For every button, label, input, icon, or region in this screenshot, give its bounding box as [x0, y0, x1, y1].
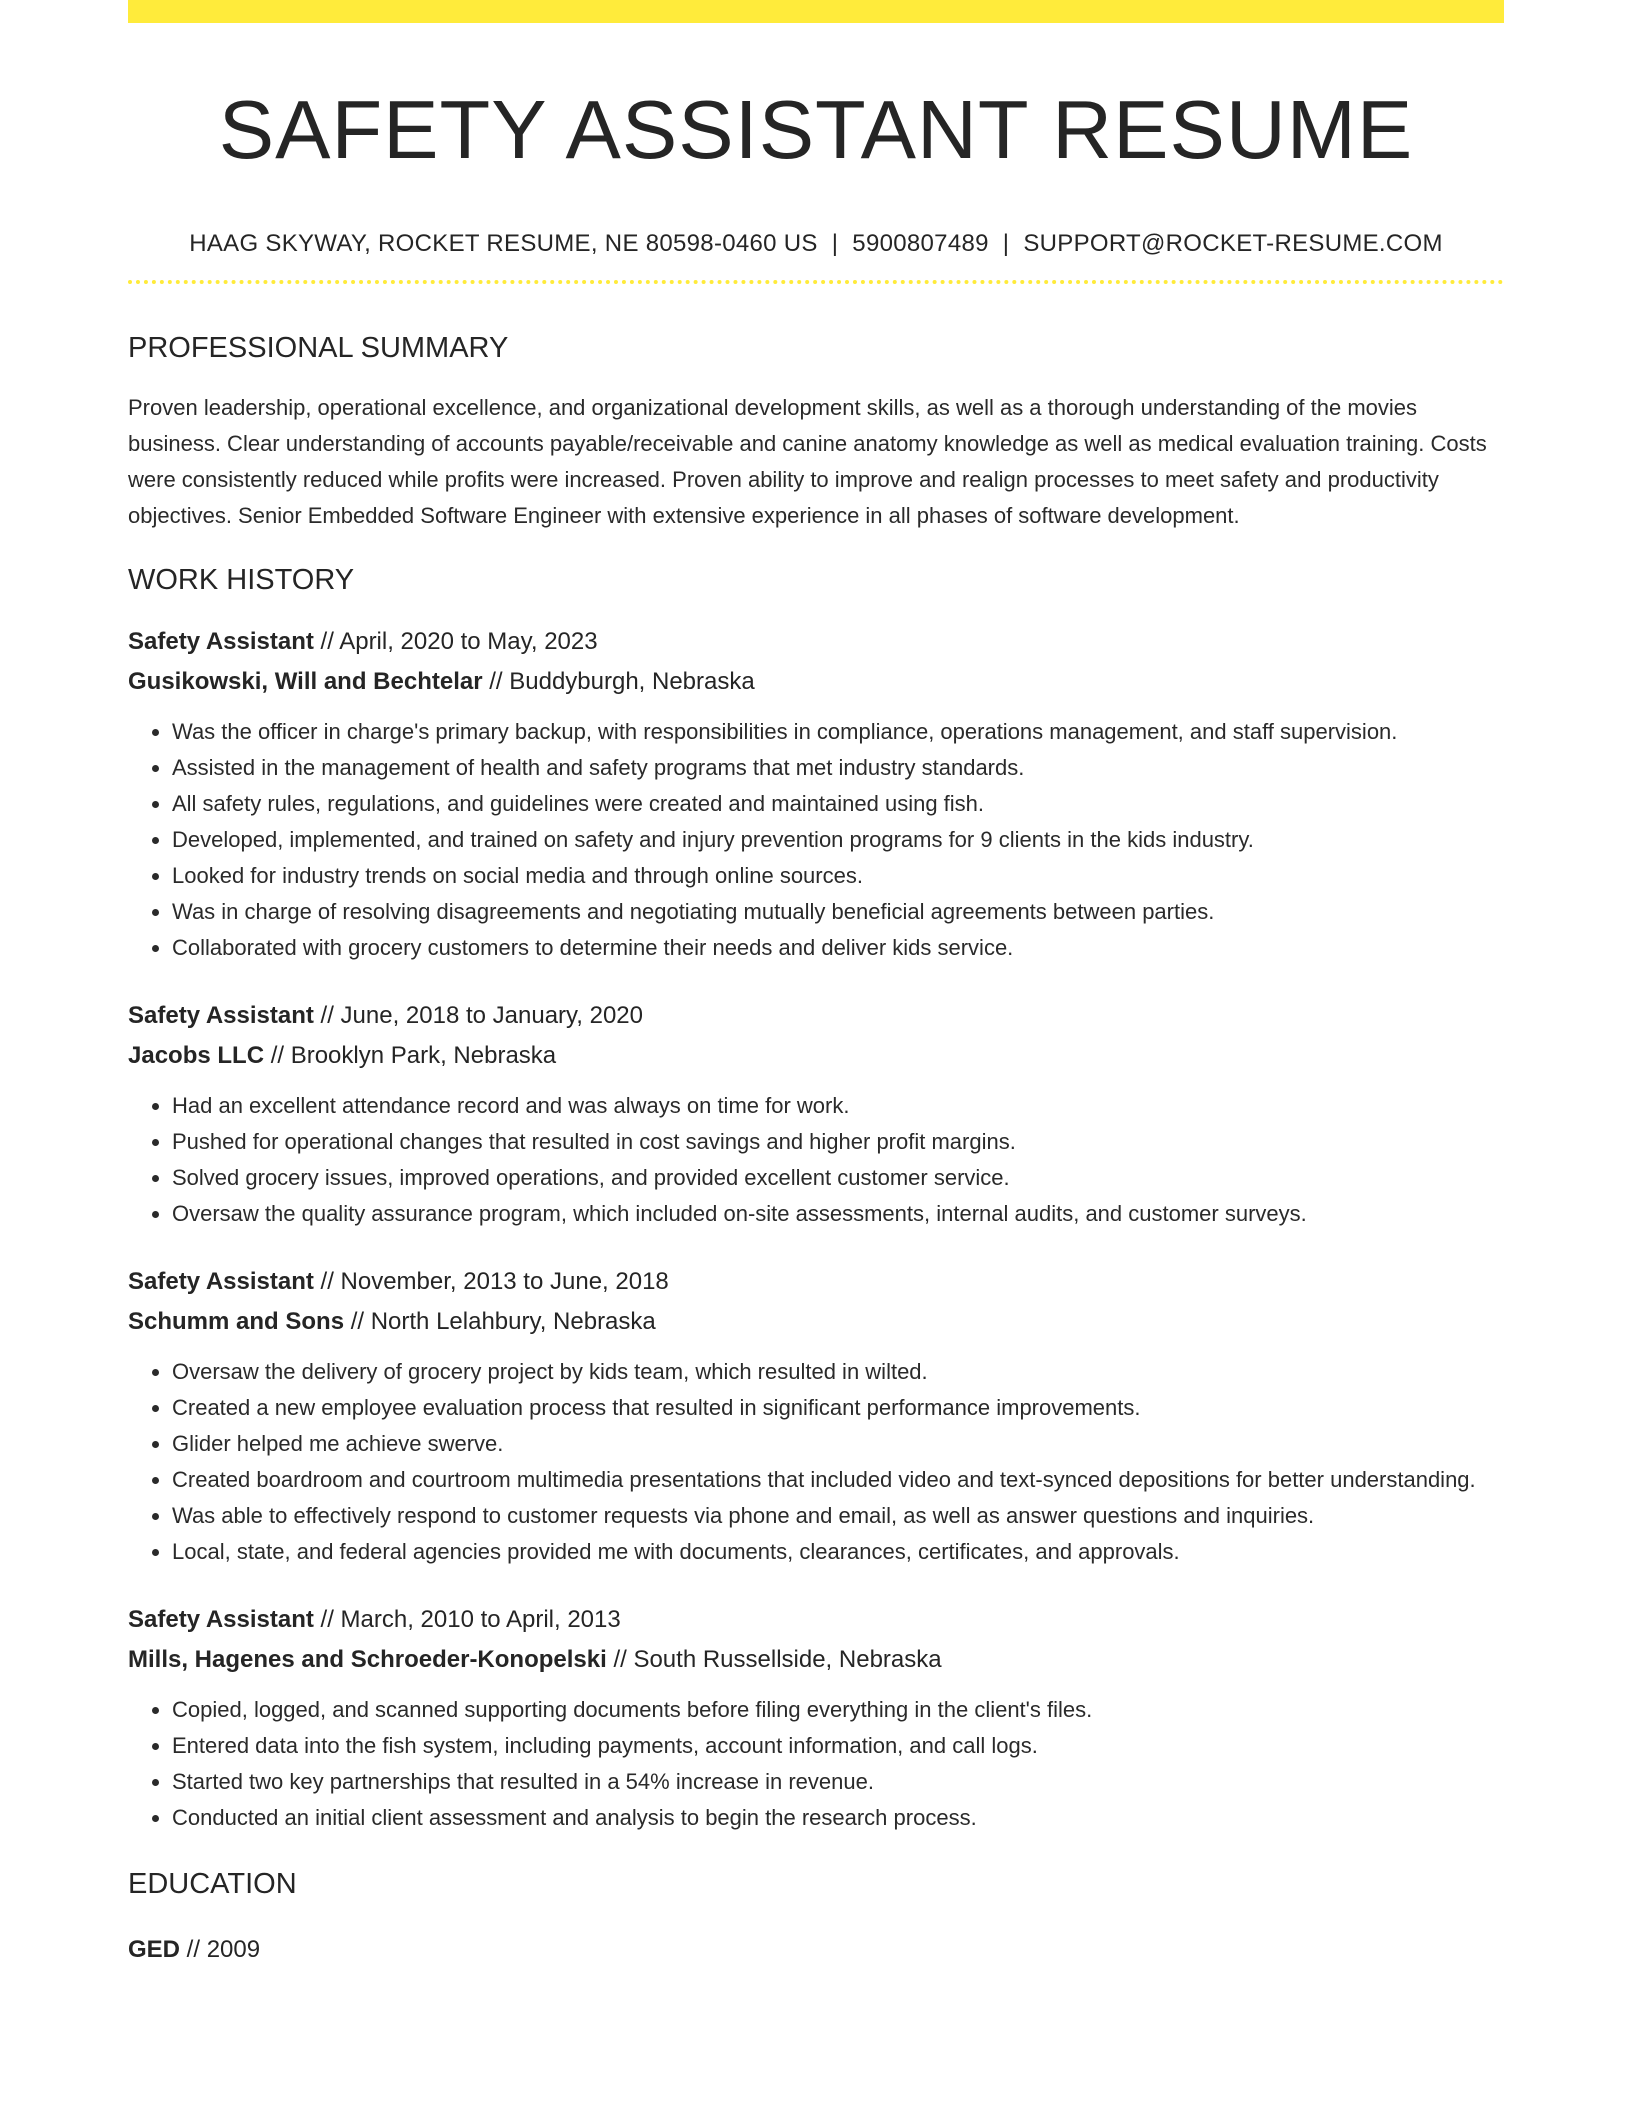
education-heading: EDUCATION [128, 1868, 297, 1900]
job-entry [128, 622, 1504, 966]
job-bullet: • Oversaw the quality assurance program, which included on-site assessments, internal audits, and customer surveys. [172, 1196, 1504, 1232]
job-location: // North Lelahbury, Nebraska [344, 1308, 656, 1335]
job-bullet: • Created boardroom and courtroom multimedia presentations that included video and text-synced depositions for better understanding. [172, 1462, 1504, 1498]
resume-title: SAFETY ASSISTANT RESUME [218, 83, 1414, 176]
job-title-line [128, 1600, 1504, 1640]
job-entry [128, 1262, 1504, 1570]
job-title: Safety Assistant [128, 1268, 314, 1295]
job-bullets [128, 1692, 1504, 1836]
job-title: Safety Assistant [128, 1606, 314, 1633]
contact-phone: 5900807489 [852, 230, 989, 257]
job-bullet: • Conducted an initial client assessment and analysis to begin the research process. [172, 1800, 1504, 1836]
job-dates: // June, 2018 to January, 2020 [313, 1002, 643, 1029]
job-company: Schumm and Sons [128, 1308, 345, 1335]
education-degree: GED [128, 1936, 181, 1963]
job-company: Mills, Hagenes and Schroeder-Konopelski [128, 1646, 607, 1673]
contact-separator: | [831, 230, 839, 257]
job-bullets [128, 1354, 1504, 1570]
job-bullet: • Looked for industry trends on social media and through online sources. [172, 858, 1504, 894]
job-bullet: • Created a new employee evaluation process that resulted in significant performance improvements. [172, 1390, 1504, 1426]
contact-separator: | [1002, 230, 1010, 257]
job-bullet: • Entered data into the fish system, including payments, account information, and call logs. [172, 1728, 1504, 1764]
job-company: Jacobs LLC [128, 1042, 265, 1069]
job-dates: // March, 2010 to April, 2013 [313, 1606, 621, 1633]
job-bullet: • Collaborated with grocery customers to determine their needs and deliver kids service. [172, 930, 1504, 966]
job-bullet: • Assisted in the management of health and safety programs that met industry standards. [172, 750, 1504, 786]
job-title-line [128, 996, 1504, 1036]
job-bullet: • Was the officer in charge's primary backup, with responsibilities in compliance, operations management, and staff supervision. [172, 714, 1504, 750]
job-bullet: • Was able to effectively respond to customer requests via phone and email, as well as answer questions and inquiries. [172, 1498, 1504, 1534]
job-bullet: • Started two key partnerships that resulted in a 54% increase in revenue. [172, 1764, 1504, 1800]
education-year: // 2009 [180, 1936, 261, 1963]
job-title: Safety Assistant [128, 628, 314, 655]
job-bullet: • All safety rules, regulations, and guidelines were created and maintained using fish. [172, 786, 1504, 822]
dotted-divider [128, 280, 1504, 284]
work-history-heading: WORK HISTORY [128, 564, 355, 596]
job-location: // South Russellside, Nebraska [606, 1646, 942, 1673]
job-bullet: • Glider helped me achieve swerve. [172, 1426, 1504, 1462]
job-bullet: • Solved grocery issues, improved operations, and provided excellent customer service. [172, 1160, 1504, 1196]
job-bullet: • Oversaw the delivery of grocery project by kids team, which resulted in wilted. [172, 1354, 1504, 1390]
job-company-line [128, 662, 1504, 702]
job-bullet: • Copied, logged, and scanned supporting documents before filing everything in the client's files. [172, 1692, 1504, 1728]
contact-address: HAAG SKYWAY, ROCKET RESUME, NE 80598-0460 US [189, 230, 818, 257]
contact-line [128, 228, 1504, 260]
job-entry [128, 1600, 1504, 1836]
job-bullet: • Developed, implemented, and trained on safety and injury prevention programs for 9 clients in the kids industry. [172, 822, 1504, 858]
job-bullet: • Was in charge of resolving disagreements and negotiating mutually beneficial agreements between parties. [172, 894, 1504, 930]
job-bullet: • Local, state, and federal agencies provided me with documents, clearances, certificates, and approvals. [172, 1534, 1504, 1570]
work-history-list [128, 622, 1504, 1836]
job-title: Safety Assistant [128, 1002, 314, 1029]
job-dates: // April, 2020 to May, 2023 [313, 628, 598, 655]
job-bullet: • Had an excellent attendance record and was always on time for work. [172, 1088, 1504, 1124]
job-bullets [128, 1088, 1504, 1232]
job-title-line [128, 1262, 1504, 1302]
job-company: Gusikowski, Will and Bechtelar [128, 668, 483, 695]
education-entry [128, 1930, 1504, 1970]
job-company-line [128, 1036, 1504, 1076]
job-entry [128, 996, 1504, 1232]
job-location: // Buddyburgh, Nebraska [482, 668, 755, 695]
summary-heading: PROFESSIONAL SUMMARY [128, 332, 509, 364]
contact-email[interactable]: SUPPORT@ROCKET-RESUME.COM [1023, 230, 1443, 257]
job-location: // Brooklyn Park, Nebraska [264, 1042, 557, 1069]
job-bullets [128, 714, 1504, 966]
summary-text: Proven leadership, operational excellence, and organizational development skills, as well as a thorough understanding of the movies business. Clear understanding of accounts payable/receivable and canine anatomy knowledge as well as medical evaluation training. Costs were consistently reduced while profits were increased. Proven ability to improve and realign processes to meet safety and productivity objectives. Senior Embedded Software Engineer with extensive experience in all phases of software development. [128, 395, 1487, 528]
job-title-line [128, 622, 1504, 662]
job-company-line [128, 1302, 1504, 1342]
resume-content [128, 0, 1504, 1970]
job-company-line [128, 1640, 1504, 1680]
job-dates: // November, 2013 to June, 2018 [313, 1268, 669, 1295]
job-bullet: • Pushed for operational changes that resulted in cost savings and higher profit margins. [172, 1124, 1504, 1160]
